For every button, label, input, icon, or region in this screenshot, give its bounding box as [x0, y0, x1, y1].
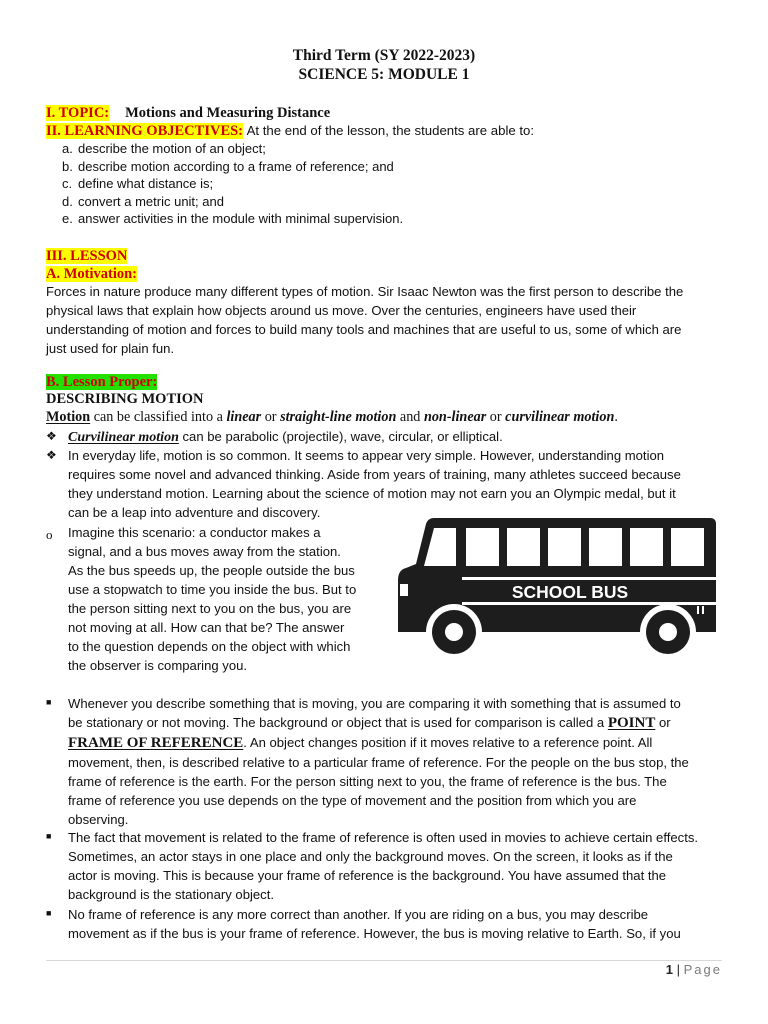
page-word: Page [683, 962, 722, 977]
describing-motion-heading: DESCRIBING MOTION [46, 391, 204, 407]
topic-line [46, 104, 716, 123]
objective-item: b. describe motion according to a frame of reference; and [62, 158, 394, 174]
school-bus-illustration [394, 514, 718, 664]
motivation-paragraph: Forces in nature produce many different types of motion. Sir Isaac Newton was the first person to describe the physical laws that explain how objects around us move. Over the centuries, engineers have used their understanding of motion and forces to build many tools and machines that are useful to us, some of which are just used for plain fun. [46, 284, 684, 356]
motivation-heading-line [46, 265, 716, 284]
lesson-proper-heading-line [46, 373, 716, 392]
curvilinear-paragraph: Curvilinear motion can be parabolic (projectile), wave, circular, or elliptical. [68, 429, 503, 445]
lesson-heading-line [46, 247, 716, 266]
objective-item: c. define what distance is; [62, 176, 214, 191]
movie-effects-paragraph: The fact that movement is related to the frame of reference is often used in movies to achieve certain effects. Sometimes, an actor stays in one place and only the background moves. On the screen, it looks as if the actor is moving. This is because your frame of reference is the background. You have assumed that the background is the stationary object. [68, 830, 699, 902]
page-footer: 1 | Page [665, 962, 722, 977]
term-heading: Third Term (SY 2022-2023) [292, 47, 476, 64]
objectives-list [62, 140, 403, 228]
diamond-bullet-icon: ❖ [46, 448, 57, 462]
frame-of-reference-paragraph: Whenever you describe something that is moving, you are comparing it with something that is assumed to be stationary or not moving. The background or object that is used for comparison is called a POINT or FRAME OF REFERENCE. An object changes position if it moves relative to a reference point. All movement, then, is described relative to a particular frame of reference. For the people on the bus stop, the frame of reference is the earth. For the person sitting next to you, the frame of reference is the bus. The frame of reference you use depends on the type of movement and the position from which you are observing. [68, 696, 689, 827]
topic-text: Motions and Measuring Distance [125, 105, 331, 121]
objectives-intro: At the end of the lesson, the students are able to: [246, 123, 535, 138]
no-correct-frame-paragraph: No frame of reference is any more correct than another. If you are riding on a bus, you may describe movement as if the bus is your frame of reference. However, the bus is moving relative to Earth. So, if you [68, 907, 681, 941]
objective-item: d. convert a metric unit; and [62, 193, 224, 209]
motivation-heading: A. Motivation: [46, 266, 138, 282]
circle-bullet-icon: o [46, 527, 53, 542]
module-heading: SCIENCE 5: MODULE 1 [298, 66, 470, 83]
page-number: 1 [665, 962, 674, 977]
square-bullet-icon: ■ [46, 697, 52, 707]
square-bullet-icon: ■ [46, 908, 52, 918]
objectives-label: II. LEARNING OBJECTIVES: [46, 123, 244, 139]
objectives-line [46, 122, 716, 141]
bus-sign-text: SCHOOL BUS [511, 582, 629, 602]
lesson-heading: III. LESSON [46, 248, 128, 264]
scenario-paragraph: Imagine this scenario: a conductor makes a signal, and a bus moves away from the station. As the bus speeds up, the people outside the bus use a stopwatch to time you inside the bus. But to the person sitting next to you on the bus, you are not moving at all. How can that be? The answer to the question depends on the object with which the observer is comparing you. [68, 525, 357, 673]
motion-classification: Motion can be classified into a linear or straight-line motion and non-linear or curvilinear motion. [46, 409, 618, 425]
topic-label: I. TOPIC: [46, 105, 110, 121]
objective-item: a. describe the motion of an object; [62, 141, 266, 156]
lesson-proper-heading: B. Lesson Proper: [46, 374, 158, 390]
square-bullet-icon: ■ [46, 831, 52, 841]
objective-item: e. answer activities in the module with minimal supervision. [62, 211, 404, 226]
diamond-bullet-icon: ❖ [46, 429, 57, 443]
footer-divider [46, 960, 722, 961]
everyday-motion-paragraph: In everyday life, motion is so common. It seems to appear very simple. However, understanding motion requires some novel and advanced thinking. Aside from years of training, many athletes succeed because they understand motion. Learning about the science of motion may not earn you an Olympic medal, but it can be a leap into adventure and discovery. [68, 448, 681, 520]
